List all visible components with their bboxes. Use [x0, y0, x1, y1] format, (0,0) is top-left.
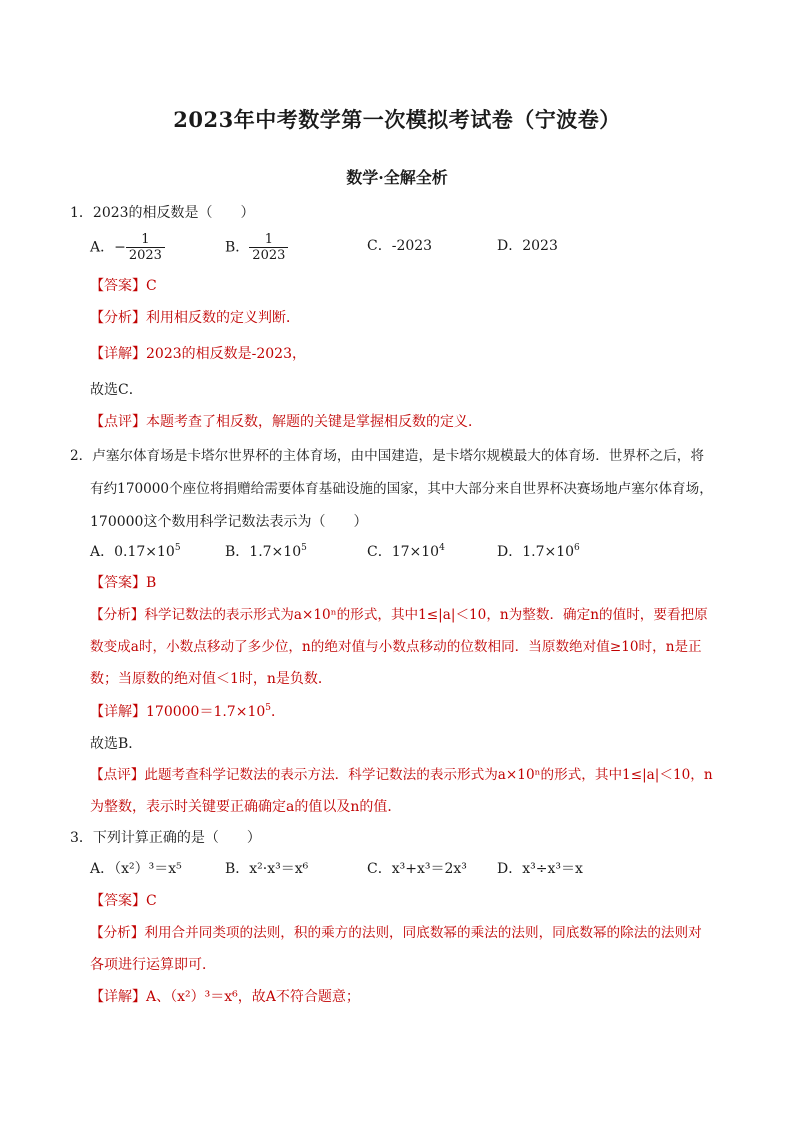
q2-option-c: C．$17\times 10^4$	[367, 543, 445, 560]
q1-option-c: C．-2023	[367, 238, 433, 254]
q3-answer: 【答案】C	[90, 893, 157, 909]
page-subtitle: 数学·全解全析	[346, 168, 448, 187]
q2-option-b: B．$1.7\times 10^5$	[225, 543, 307, 560]
q2-choose: 故选B．	[90, 736, 143, 752]
q3-detail: 【详解】A、（x²）³＝x⁶，故A不符合题意；	[90, 989, 360, 1005]
q1-comment: 【点评】本题考查了相反数，解题的关键是掌握相反数的定义．	[90, 414, 482, 430]
q2-analysis-line-2: 数变成a时，小数点移动了多少位，n的绝对值与小数点移动的位数相同．当原数绝对值≥10时，n是正	[90, 639, 702, 655]
q1-detail: 【详解】2023的相反数是-2023，	[90, 346, 306, 362]
q1-option-a: A．− $\frac{1}{2023}$	[90, 232, 165, 263]
q1-analysis: 【分析】利用相反数的定义判断．	[90, 310, 300, 326]
q3-analysis-line-2: 各项进行运算即可．	[90, 957, 216, 973]
page-title: 2023年中考数学第一次模拟考试卷（宁波卷）	[173, 107, 621, 132]
q1-stem: 1．2023的相反数是（ ）	[70, 205, 255, 221]
q3-analysis-line-1: 【分析】利用合并同类项的法则，积的乘方的法则，同底数幂的乘法的法则，同底数幂的除法的法则对	[90, 925, 702, 941]
q2-analysis-line-1: 【分析】科学记数法的表示形式为a×10ⁿ的形式，其中1≤|a|＜10，n为整数．确定n的值时，要看把原	[90, 607, 708, 623]
q3-option-c: C．x³+x³＝2x³	[367, 861, 467, 877]
q1-option-b: B． $\frac{1}{2023}$	[225, 232, 288, 263]
q1-answer: 【答案】C	[90, 278, 157, 294]
q3-option-d: D．x³÷x³＝x	[497, 861, 583, 877]
q2-answer: 【答案】B	[90, 575, 157, 591]
q1-choose: 故选C．	[90, 382, 143, 398]
q2-stem-line-3: 170000这个数用科学记数法表示为（ ）	[90, 514, 368, 530]
q3-option-a: A．（x²）³＝x⁵	[90, 861, 182, 877]
q2-option-d: D．$1.7\times 10^6$	[497, 543, 580, 560]
q2-stem-line-1: 2．卢塞尔体育场是卡塔尔世界杯的主体育场，由中国建造，是卡塔尔规模最大的体育场．世界杯之后，将	[70, 448, 704, 464]
q2-stem-line-2: 有约170000个座位将捐赠给需要体育基础设施的国家，其中大部分来自世界杯决赛场地卢塞尔体育场，	[90, 481, 713, 497]
q2-comment-line-2: 为整数，表示时关键要正确确定a的值以及n的值．	[90, 799, 402, 815]
q2-detail: 【详解】$170000=1.7\times 10^5$．	[90, 703, 285, 720]
q1-option-d: D．2023	[497, 238, 558, 254]
q3-option-b: B．x²·x³＝x⁶	[225, 861, 309, 877]
q2-comment-line-1: 【点评】此题考查科学记数法的表示方法．科学记数法的表示形式为a×10ⁿ的形式，其中1≤|a|＜10，n	[90, 767, 713, 783]
q2-analysis-line-3: 数；当原数的绝对值＜1时，n是负数．	[90, 671, 332, 687]
q3-stem: 3．下列计算正确的是（ ）	[70, 830, 261, 846]
q2-option-a: A．$0.17\times 10^5$	[90, 543, 181, 560]
